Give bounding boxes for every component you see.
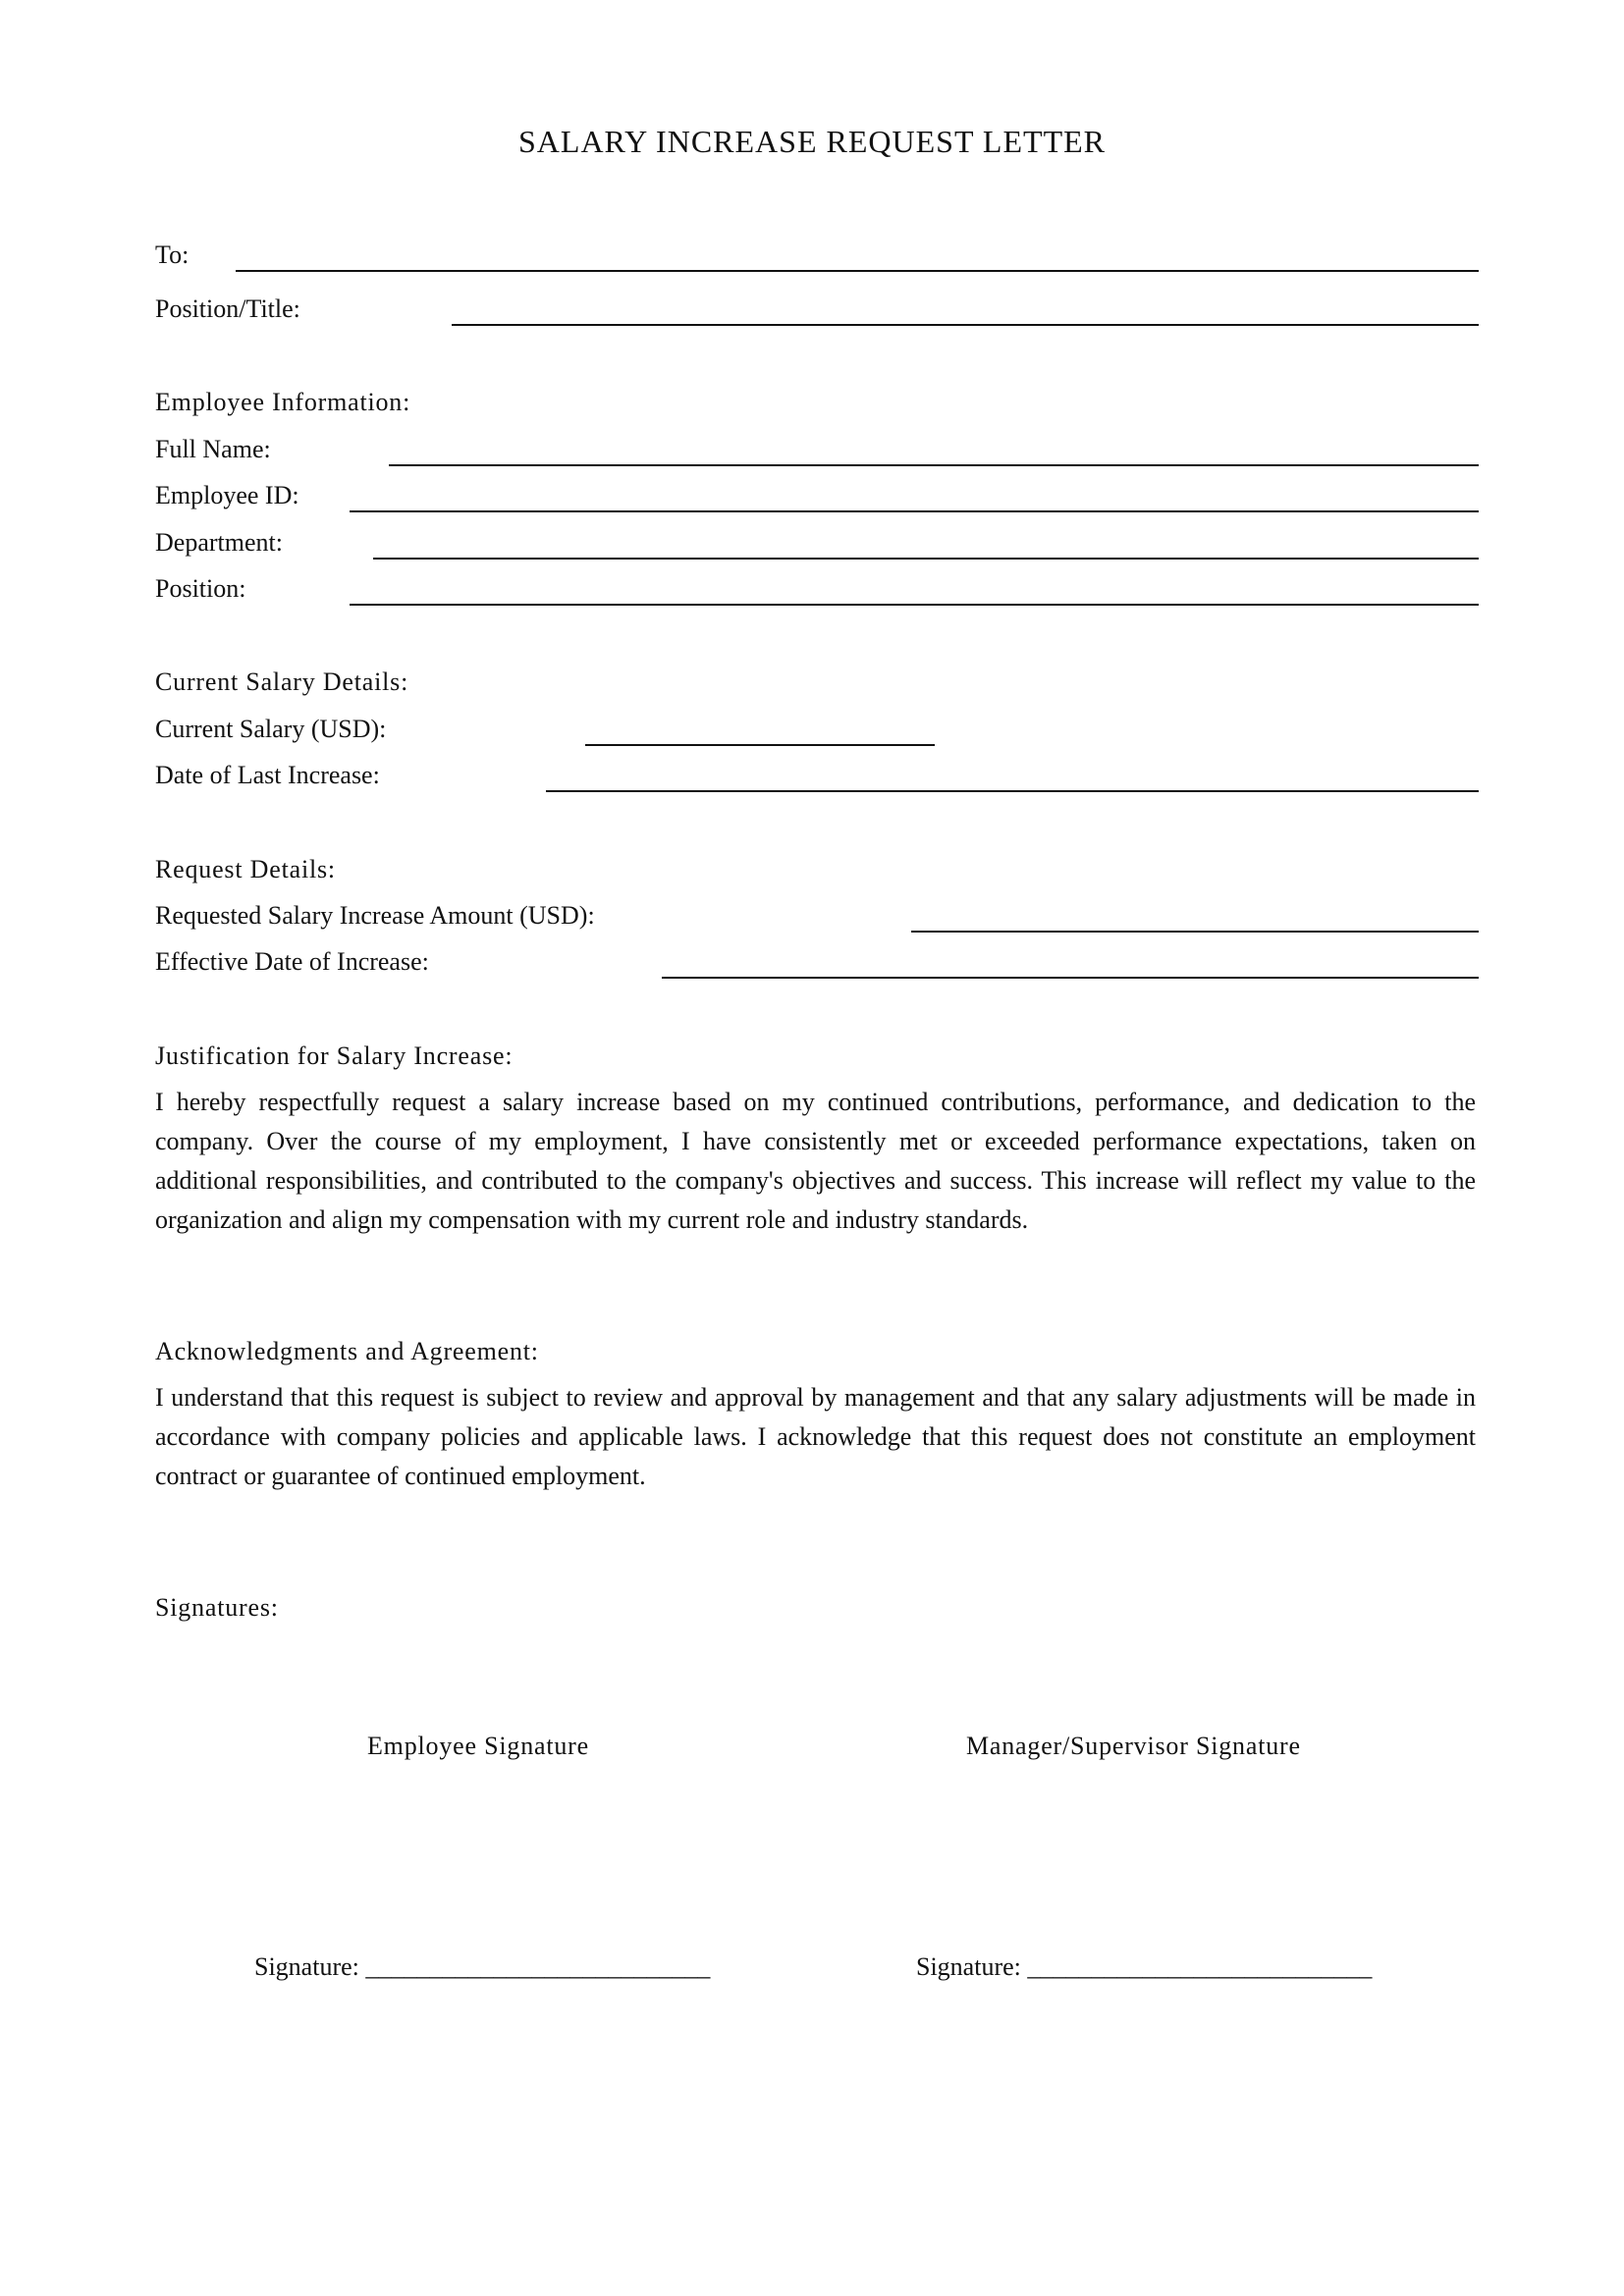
current-salary-label: Current Salary (USD): [155,715,387,743]
to-field[interactable] [236,270,1479,272]
department-label: Department: [155,528,283,557]
effective-date-field[interactable] [662,977,1479,979]
increase-amount-label: Requested Salary Increase Amount (USD): [155,901,595,930]
to-label: To: [155,240,189,269]
position-label: Position: [155,574,246,603]
employee-info-heading: Employee Information: [155,388,411,416]
employee-signature-field[interactable]: Signature: ___________________________ [254,1952,711,1981]
document-title: SALARY INCREASE REQUEST LETTER [517,124,1106,159]
current-salary-heading: Current Salary Details: [155,667,409,696]
justification-text: I hereby respectfully request a salary increase based on my continued contributions, performance, and dedication to the company. Over the course of my employment, I have consistently met or exceeded performance expectations, taken on additional responsibilities, and contributed to the company's objectives and success. This increase will reflect my value to the organization and align my compensation with my current role and industry standards. [155,1088,1476,1234]
manager-signature-field[interactable]: Signature: ___________________________ [916,1952,1373,1981]
justification-heading: Justification for Salary Increase: [155,1041,514,1070]
signatures-heading: Signatures: [155,1593,279,1622]
last-increase-label: Date of Last Increase: [155,761,380,789]
increase-amount-field[interactable] [911,931,1479,933]
full-name-label: Full Name: [155,435,271,463]
acknowledgment-text: I understand that this request is subject to review and approval by management and that any salary adjustments will be made in accordance with company policies and applicable laws. I acknowledge that this request does not constitute an employment contract or guarantee of continued employment. [155,1383,1476,1490]
request-heading: Request Details: [155,855,336,883]
last-increase-field[interactable] [546,790,1479,792]
employee-id-label: Employee ID: [155,481,299,509]
position-title-label: Position/Title: [155,294,300,323]
employee-id-field[interactable] [350,510,1479,512]
acknowledgment-heading: Acknowledgments and Agreement: [155,1337,539,1365]
effective-date-label: Effective Date of Increase: [155,947,429,976]
employee-signature-heading: Employee Signature [367,1732,589,1760]
department-field[interactable] [373,558,1479,560]
position-title-field[interactable] [452,324,1479,326]
manager-signature-heading: Manager/Supervisor Signature [966,1732,1301,1760]
current-salary-field[interactable] [585,744,935,746]
full-name-field[interactable] [389,464,1479,466]
position-field[interactable] [350,604,1479,606]
